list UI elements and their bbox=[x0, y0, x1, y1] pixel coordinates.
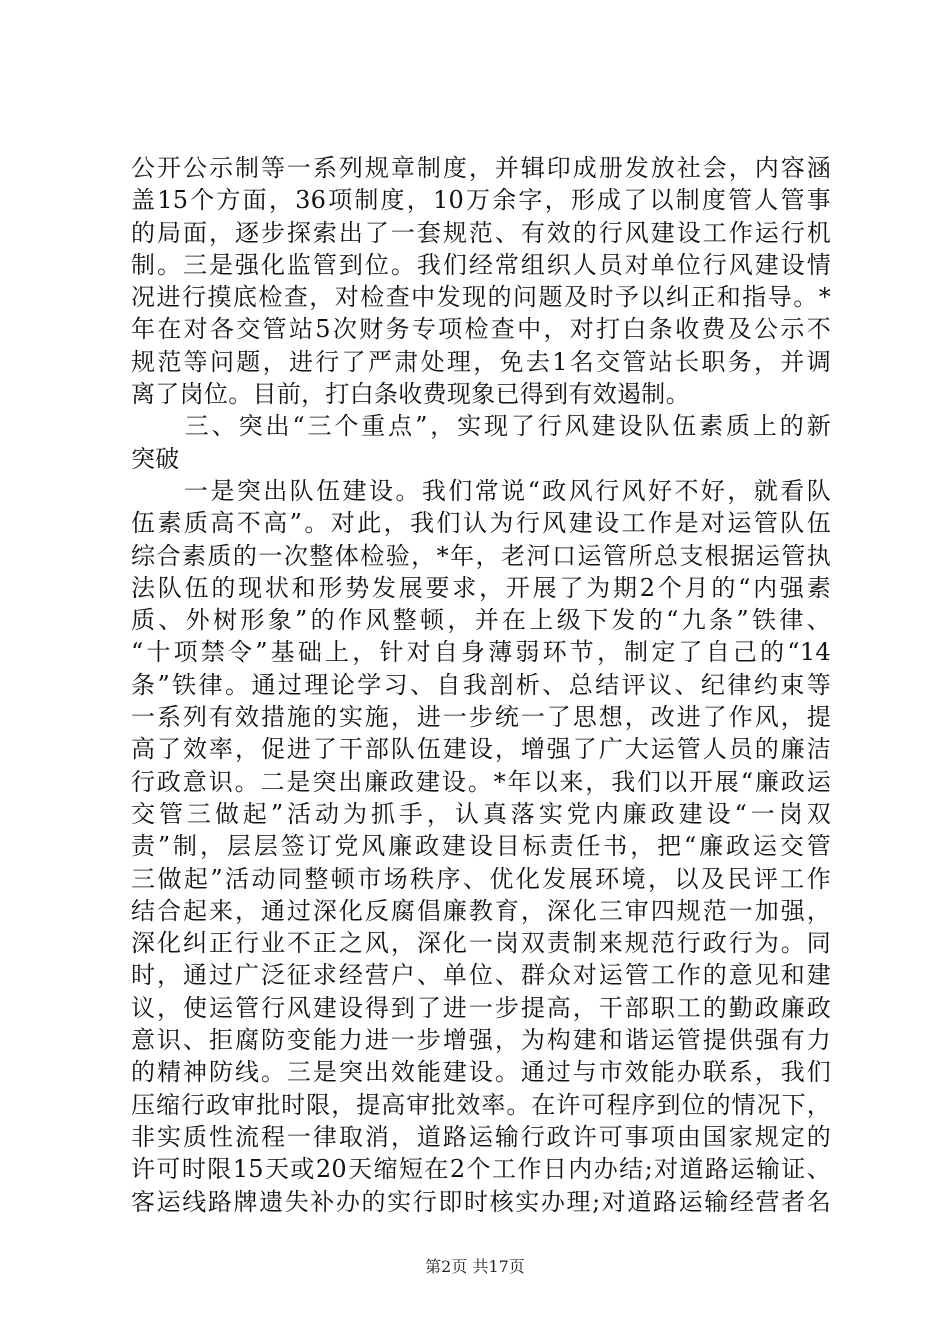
text-line: 议，使运管行风建设得到了进一步提高，干部职工的勤政廉政 bbox=[131, 993, 831, 1022]
text-line: 离了岗位。目前，打白条收费现象已得到有效遏制。 bbox=[131, 380, 690, 409]
text-line: 突破 bbox=[131, 444, 180, 473]
text-line: 年在对各交管站5次财务专项检查中，对打白条收费及公示不 bbox=[131, 315, 831, 344]
text-line: “十项禁令”基础上，针对自身薄弱环节，制定了自己的“14 bbox=[131, 638, 831, 667]
text-line: 质、外树形象”的作风整顿，并在上级下发的“九条”铁律、 bbox=[131, 606, 831, 635]
text-line: 一是突出队伍建设。我们常说“政风行风好不好，就看队 bbox=[131, 476, 831, 505]
text-line: 非实质性流程一律取消，道路运输行政许可事项由国家规定的 bbox=[131, 1122, 831, 1151]
text-line: 综合素质的一次整体检验，*年，老河口运管所总支根据运管执 bbox=[131, 541, 831, 570]
text-line: 的局面，逐步探索出了一套规范、有效的行风建设工作运行机 bbox=[131, 218, 831, 247]
text-line: 盖15个方面，36项制度，10万余字，形成了以制度管人管事 bbox=[131, 186, 831, 215]
text-line: 许可时限15天或20天缩短在2个工作日内办结;对道路运输证、 bbox=[131, 1155, 831, 1184]
text-line: 深化纠正行业不正之风，深化一岗双责制来规范行政行为。同 bbox=[131, 929, 831, 958]
text-line: 结合起来，通过深化反腐倡廉教育，深化三审四规范一加强， bbox=[131, 896, 831, 925]
text-line: 行政意识。二是突出廉政建设。*年以来，我们以开展“廉政运 bbox=[131, 767, 831, 796]
text-line: 客运线路牌遗失补办的实行即时核实办理;对道路运输经营者名 bbox=[131, 1187, 831, 1216]
body-text bbox=[131, 152, 831, 1218]
text-line: 伍素质高不高”。对此，我们认为行风建设工作是对运管队伍 bbox=[131, 509, 831, 538]
text-line: 制。三是强化监管到位。我们经常组织人员对单位行风建设情 bbox=[131, 250, 831, 279]
text-line: 意识、拒腐防变能力进一步增强，为构建和谐运管提供强有力 bbox=[131, 1026, 831, 1055]
text-line: 三、突出“三个重点”，实现了行风建设队伍素质上的新 bbox=[131, 412, 831, 441]
text-line: 三做起”活动同整顿市场秩序、优化发展环境，以及民评工作 bbox=[131, 864, 831, 893]
text-line: 压缩行政审批时限，提高审批效率。在许可程序到位的情况下， bbox=[131, 1090, 831, 1119]
text-line: 高了效率，促进了干部队伍建设，增强了广大运管人员的廉洁 bbox=[131, 735, 831, 764]
page-footer: 第2页 共17页 bbox=[425, 1257, 525, 1276]
text-line: 时，通过广泛征求经营户、单位、群众对运管工作的意见和建 bbox=[131, 961, 831, 990]
text-line: 况进行摸底检查，对检查中发现的问题及时予以纠正和指导。* bbox=[131, 283, 831, 312]
text-line: 公开公示制等一系列规章制度，并辑印成册发放社会，内容涵 bbox=[131, 154, 831, 182]
text-line: 责”制，层层签订党风廉政建设目标责任书，把“廉政运交管 bbox=[131, 832, 831, 861]
text-line: 法队伍的现状和形势发展要求，开展了为期2个月的“内强素 bbox=[131, 573, 831, 602]
text-line: 条”铁律。通过理论学习、自我剖析、总结评议、纪律约束等 bbox=[131, 670, 831, 699]
text-line: 一系列有效措施的实施，进一步统一了思想，改进了作风，提 bbox=[131, 703, 831, 732]
text-line: 交管三做起”活动为抓手，认真落实党内廉政建设“一岗双 bbox=[131, 799, 831, 828]
text-line: 规范等问题，进行了严肃处理，免去1名交管站长职务，并调 bbox=[131, 347, 831, 376]
text-line: 的精神防线。三是突出效能建设。通过与市效能办联系，我们 bbox=[131, 1058, 831, 1087]
